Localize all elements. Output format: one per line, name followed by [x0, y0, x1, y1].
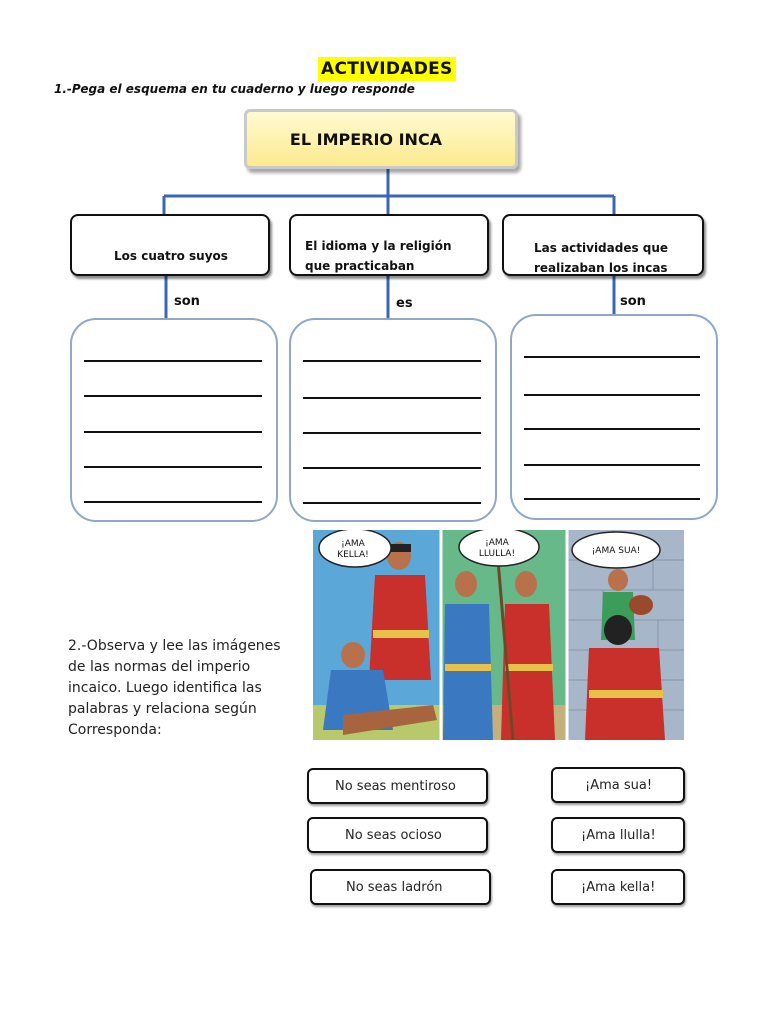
category-text-line1: El idioma y la religión	[305, 239, 452, 253]
bubble-text: ¡AMA	[485, 538, 509, 548]
answer-line	[524, 498, 700, 500]
instruction-1: 1.-Pega el esquema en tu cuaderno y luego responde	[54, 82, 415, 96]
answer-line	[303, 502, 481, 504]
category-text-line2: realizaban los incas	[534, 261, 668, 275]
answer-line	[84, 501, 262, 503]
bubble-text: LLULLA!	[478, 549, 516, 559]
category-text: Los cuatro suyos	[114, 249, 228, 263]
comic-illustration	[313, 530, 684, 740]
answer-line	[524, 394, 700, 396]
option-no-seas-mentiroso[interactable]: No seas mentiroso	[307, 768, 488, 804]
instruction-2-line: palabras y relaciona según	[68, 701, 257, 717]
comic-svg	[313, 530, 684, 740]
answer-line	[524, 428, 700, 430]
link-word-son-1: son	[174, 294, 200, 309]
option-ama-sua[interactable]: ¡Ama sua!	[551, 767, 685, 803]
answer-box-3[interactable]	[510, 314, 718, 520]
answer-line	[303, 467, 481, 469]
bubble-text: ¡AMA SUA!	[591, 546, 641, 556]
category-box-actividades	[502, 214, 704, 276]
option-no-seas-ladron[interactable]: No seas ladrón	[310, 869, 491, 905]
activity-title: ACTIVIDADES	[318, 57, 456, 81]
category-box-suyos	[70, 214, 270, 276]
bubble-text: ¡AMA	[341, 539, 365, 549]
option-ama-llulla[interactable]: ¡Ama llulla!	[551, 817, 685, 853]
link-word-es: es	[396, 296, 413, 311]
answer-line	[524, 356, 700, 358]
link-word-son-2: son	[620, 294, 646, 309]
answer-line	[84, 360, 262, 362]
instruction-2-line: incaico. Luego identifica las	[68, 680, 262, 696]
answer-line	[524, 464, 700, 466]
option-ama-kella[interactable]: ¡Ama kella!	[551, 869, 685, 905]
bubble-text: KELLA!	[337, 550, 369, 560]
answer-line	[303, 360, 481, 362]
instruction-2-line: Corresponda:	[68, 722, 162, 738]
category-text-line1: Las actividades que	[534, 241, 669, 255]
option-no-seas-ocioso[interactable]: No seas ocioso	[307, 817, 488, 853]
answer-box-1[interactable]	[70, 318, 278, 522]
answer-line	[303, 432, 481, 434]
root-box-imperio-inca: EL IMPERIO INCA	[244, 109, 518, 169]
answer-line	[84, 431, 262, 433]
answer-line	[84, 466, 262, 468]
instruction-2-line: de las normas del imperio	[68, 659, 251, 675]
instruction-2	[68, 636, 298, 741]
answer-line	[303, 397, 481, 399]
answer-box-2[interactable]	[289, 318, 497, 522]
answer-line	[84, 395, 262, 397]
category-text-line2: que practicaban	[305, 259, 415, 273]
category-box-idioma-religion	[289, 214, 489, 276]
instruction-2-line: 2.-Observa y lee las imágenes	[68, 638, 281, 654]
